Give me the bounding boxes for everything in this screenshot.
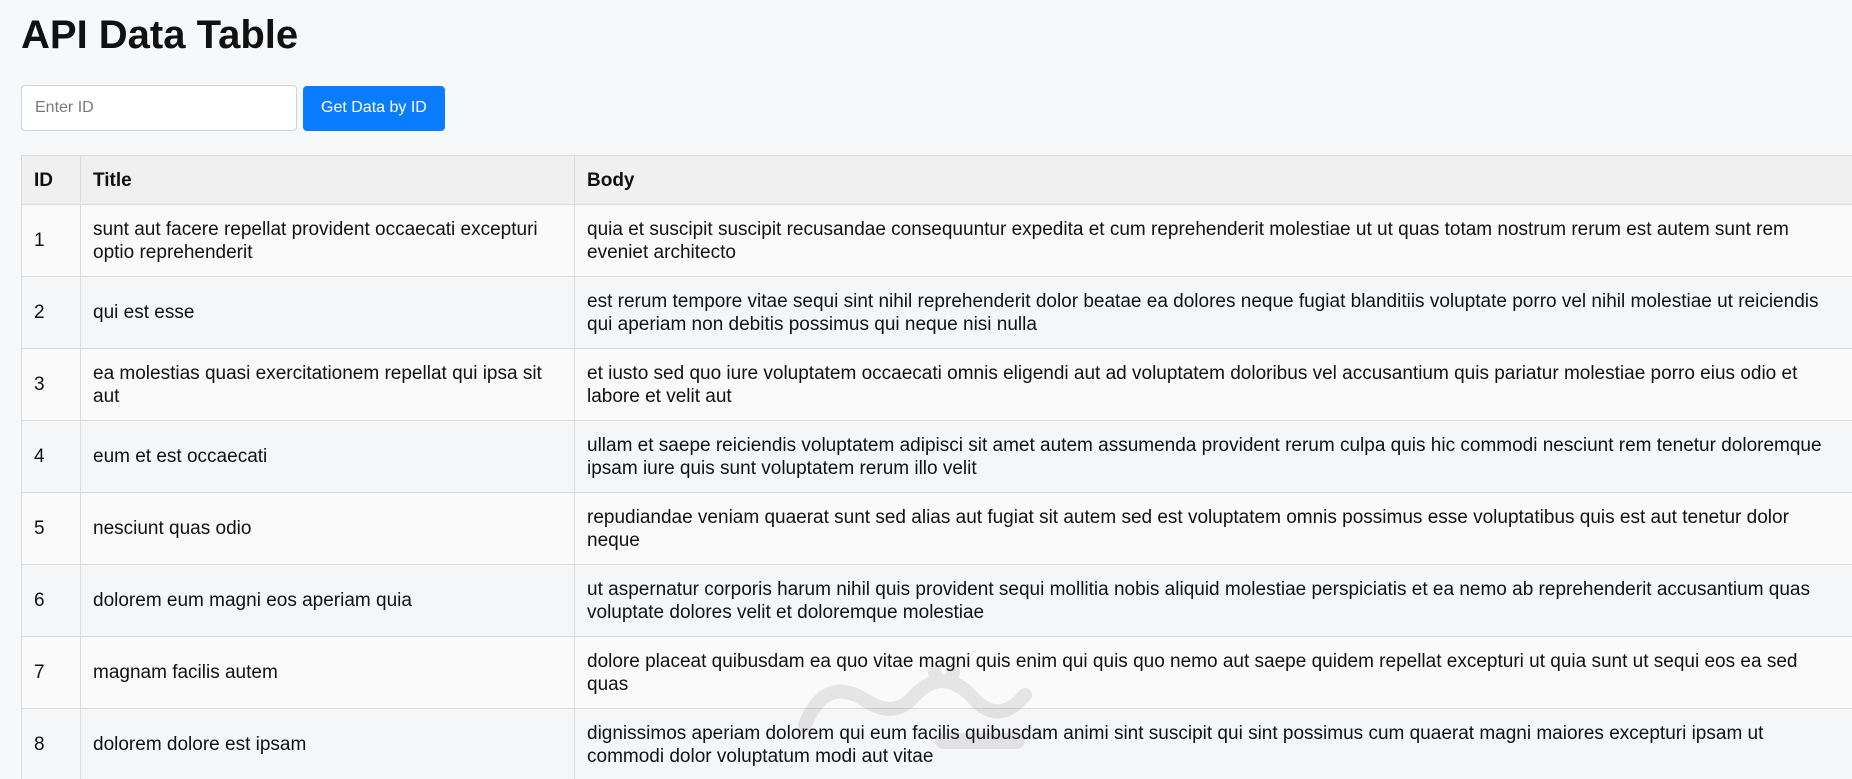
cell-id: 3 [22, 349, 81, 421]
cell-body: dignissimos aperiam dolorem qui eum facilis quibusdam animi sint suscipit qui sint possimus cum quaerat magni maiores excepturi ipsam ut commodi dolor voluptatum modi aut vitae [575, 709, 1852, 779]
table-row [22, 421, 1852, 493]
id-input[interactable] [21, 85, 297, 131]
cell-body: dolore placeat quibusdam ea quo vitae magni quis enim qui quis quo nemo aut saepe quidem repellat excepturi ut quia sunt ut sequi eos ea sed quas [575, 637, 1852, 709]
cell-title: dolorem eum magni eos aperiam quia [81, 565, 575, 637]
cell-id: 8 [22, 709, 81, 779]
table-row [22, 349, 1852, 421]
cell-title: sunt aut facere repellat provident occaecati excepturi optio reprehenderit [81, 205, 575, 277]
page-title: API Data Table [21, 13, 299, 57]
table-header-row [22, 156, 1852, 205]
table-row [22, 709, 1852, 779]
column-header-body: Body [575, 156, 1852, 205]
column-header-title: Title [81, 156, 575, 205]
cell-id: 6 [22, 565, 81, 637]
cell-id: 5 [22, 493, 81, 565]
column-header-id: ID [22, 156, 81, 205]
cell-title: ea molestias quasi exercitationem repellat qui ipsa sit aut [81, 349, 575, 421]
cell-id: 4 [22, 421, 81, 493]
cell-id: 7 [22, 637, 81, 709]
cell-body: est rerum tempore vitae sequi sint nihil reprehenderit dolor beatae ea dolores neque fugiat blanditiis voluptate porro vel nihil molestiae ut reiciendis qui aperiam non debitis possimus qui neque nisi nulla [575, 277, 1852, 349]
cell-title: qui est esse [81, 277, 575, 349]
table-row [22, 493, 1852, 565]
table-row [22, 205, 1852, 277]
table-row [22, 277, 1852, 349]
cell-body: ullam et saepe reiciendis voluptatem adipisci sit amet autem assumenda provident rerum culpa quis hic commodi nesciunt rem tenetur doloremque ipsam iure quis sunt voluptatem rerum illo velit [575, 421, 1852, 493]
cell-title: dolorem dolore est ipsam [81, 709, 575, 779]
table-row [22, 637, 1852, 709]
cell-title: eum et est occaecati [81, 421, 575, 493]
table-row [22, 565, 1852, 637]
cell-title: nesciunt quas odio [81, 493, 575, 565]
data-table [21, 155, 1852, 779]
get-data-button[interactable]: Get Data by ID [303, 86, 445, 131]
cell-body: ut aspernatur corporis harum nihil quis provident sequi mollitia nobis aliquid molestiae perspiciatis et ea nemo ab reprehenderit accusantium quas voluptate dolores velit et doloremque molestiae [575, 565, 1852, 637]
cell-title: magnam facilis autem [81, 637, 575, 709]
cell-id: 2 [22, 277, 81, 349]
cell-id: 1 [22, 205, 81, 277]
cell-body: quia et suscipit suscipit recusandae consequuntur expedita et cum reprehenderit molestiae ut ut quas totam nostrum rerum est autem sunt rem eveniet architecto [575, 205, 1852, 277]
cell-body: repudiandae veniam quaerat sunt sed alias aut fugiat sit autem sed est voluptatem omnis possimus esse voluptatibus quis est aut tenetur dolor neque [575, 493, 1852, 565]
search-controls [21, 85, 1831, 131]
cell-body: et iusto sed quo iure voluptatem occaecati omnis eligendi aut ad voluptatem doloribus vel accusantium quis pariatur molestiae porro eius odio et labore et velit aut [575, 349, 1852, 421]
